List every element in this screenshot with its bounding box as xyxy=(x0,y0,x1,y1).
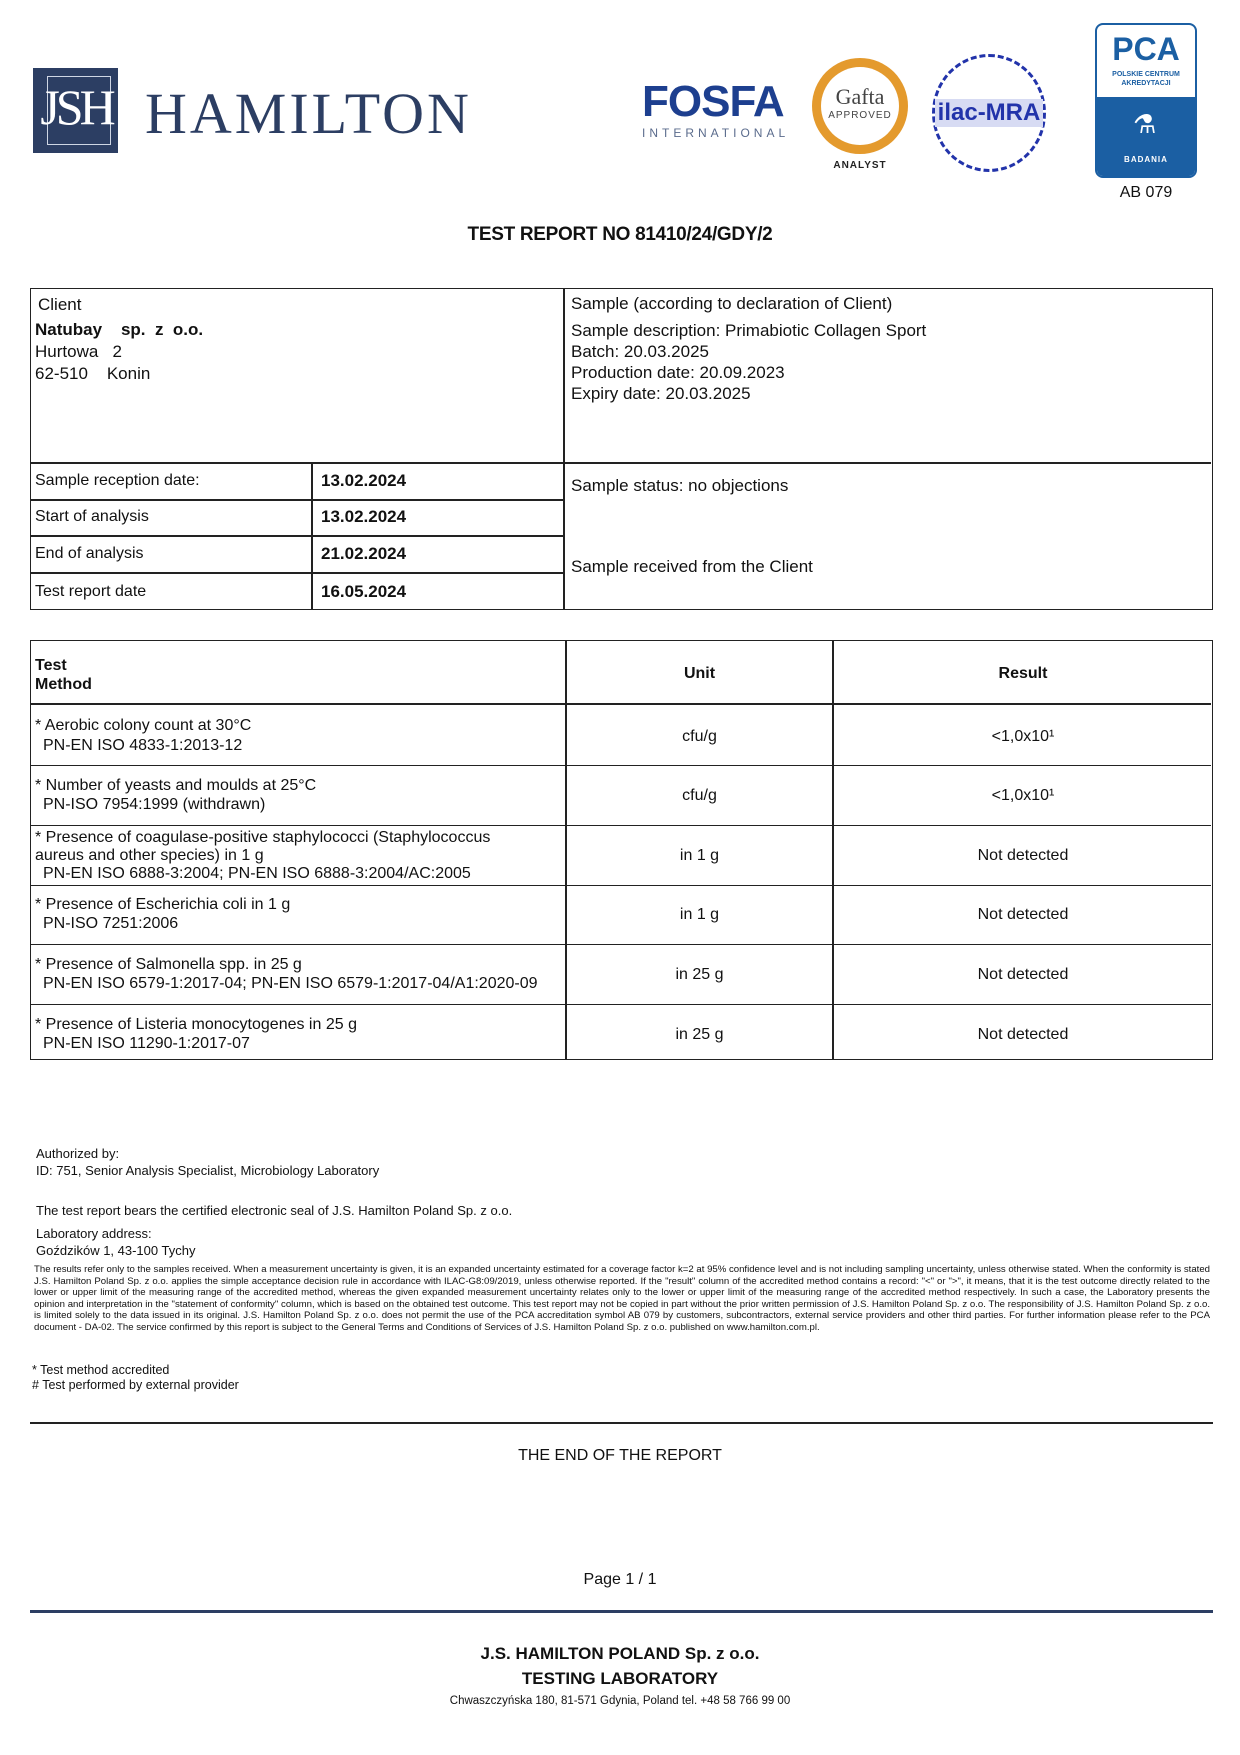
client-city: 62-510 Konin xyxy=(35,364,151,383)
ilac-logo-text: ilac-MRA xyxy=(935,99,1043,127)
fosfa-logo-text: FOSFA xyxy=(642,77,784,126)
sample-status: Sample status: no objections xyxy=(571,476,789,495)
header-test: Test xyxy=(35,657,67,674)
table-row-method: PN-EN ISO 4833-1:2013-12 xyxy=(43,737,243,754)
end-divider xyxy=(30,1422,1213,1424)
pca-logo-text: PCA xyxy=(1112,31,1180,67)
flask-icon: ⚗ xyxy=(1133,109,1157,139)
table-row-test: * Aerobic colony count at 30°C xyxy=(35,717,252,734)
gafta-logo-subtext: APPROVED xyxy=(828,110,892,121)
table-row-test-continued: aureus and other species) in 1 g xyxy=(35,847,264,864)
header-method: Method xyxy=(35,676,92,693)
electronic-seal-note: The test report bears the certified electronic seal of J.S. Hamilton Poland Sp. z o.o. xyxy=(36,1203,513,1218)
table-row-result: Not detected xyxy=(977,906,1069,923)
report-date-value: 16.05.2024 xyxy=(321,582,407,601)
pca-accreditation-logo xyxy=(1095,23,1197,178)
sample-heading: Sample (according to declaration of Client) xyxy=(571,294,893,313)
table-row-unit: cfu/g xyxy=(682,787,717,804)
table-row-unit: in 1 g xyxy=(679,847,720,864)
end-analysis-label: End of analysis xyxy=(35,545,144,562)
sample-reception-label: Sample reception date: xyxy=(35,472,200,489)
header-unit: Unit xyxy=(683,665,716,682)
note-accredited: * Test method accredited xyxy=(32,1363,170,1377)
table-row-method: PN-EN ISO 11290-1:2017-07 xyxy=(43,1035,250,1052)
table-row-result: Not detected xyxy=(977,1026,1069,1043)
header-result: Result xyxy=(998,665,1048,682)
pca-logo-subtext: POLSKIE CENTRUM AKREDYTACJI xyxy=(1112,71,1180,87)
table-row-method: PN-EN ISO 6888-3:2004; PN-EN ISO 6888-3:2004/AC:2005 xyxy=(43,865,471,882)
gafta-caption: ANALYST xyxy=(833,160,887,171)
table-row-result: Not detected xyxy=(977,847,1069,864)
lab-address-label: Laboratory address: xyxy=(36,1226,152,1241)
authorized-label: Authorized by: xyxy=(36,1146,120,1161)
pca-badge-text: BADANIA xyxy=(1124,155,1168,164)
end-analysis-date: 21.02.2024 xyxy=(321,544,407,563)
lab-name: TESTING LABORATORY xyxy=(521,1669,719,1688)
client-name: Natubay sp. z o.o. xyxy=(35,320,204,339)
client-sample-table xyxy=(30,288,1213,610)
sample-batch: Batch: 20.03.2025 xyxy=(571,342,710,361)
hamilton-logo-wordmark: HAMILTON xyxy=(145,81,472,146)
start-analysis-label: Start of analysis xyxy=(35,508,149,525)
gafta-logo xyxy=(812,58,908,154)
table-row-test: * Presence of coagulase-positive staphylococci (Staphylococcus xyxy=(35,829,491,846)
disclaimer-text: The results refer only to the samples received. When a measurement uncertainty is given, it is an expanded uncertainty estimated for a coverage factor k=2 at 95% confidence level and is not including sampling uncertainty, unless otherwise stated. When the conformity is stated J.S. Hamilton Poland Sp. z o.o. applies the simple acceptance decision rule in accordance with ILAC-G8:09/2019, unless otherwise reported. If the "result" column of the accredited method contains a record: "<" or ">", it means, that it is the test outcome directly related to the lower or upper limit of the measuring range of the accredited method, whereas the given expanded measurement uncertainty relates only to the lower or upper limit of the measuring range of the accredited method respectively. In such a case, the Laboratory presents the opinion and interpretation in the "statement of conformity" column, which is based on the obtained test outcome. This test report may not be copied in part without the prior written permission of J.S. Hamilton Poland Sp. z o.o. The responsibility of J.S. Hamilton Poland Sp. z o.o. is limited solely to the data issued in its original. J.S. Hamilton Poland Sp. z o.o. does not permit the use of the PCA accreditation symbol AB 079 by customers, subcontractors, external service providers and other third parties. For further information please refer to the PCA document - DA-02. The service confirmed by this report is subject to the General Terms and Conditions of Services of J.S. Hamilton Poland Sp. z o.o. published on www.hamilton.com.pl. xyxy=(34,1264,1210,1333)
table-row-unit: in 25 g xyxy=(675,1026,724,1043)
table-row-test: * Presence of Escherichia coli in 1 g xyxy=(35,896,291,913)
table-row-unit: in 25 g xyxy=(675,966,724,983)
lab-address: Goździków 1, 43-100 Tychy xyxy=(36,1243,196,1258)
client-heading: Client xyxy=(38,295,82,314)
fosfa-logo xyxy=(642,77,797,140)
page-number: Page 1 / 1 xyxy=(583,1571,657,1588)
pca-accreditation-code: AB 079 xyxy=(1119,184,1173,201)
footer-divider xyxy=(30,1610,1213,1613)
client-street: Hurtowa 2 xyxy=(35,342,122,361)
sample-reception-date: 13.02.2024 xyxy=(321,471,407,490)
table-row-unit: cfu/g xyxy=(682,728,717,745)
table-row-result: <1,0x10¹ xyxy=(991,787,1055,804)
table-row-test: * Presence of Listeria monocytogenes in 25 g xyxy=(35,1016,357,1033)
sample-expiry-date: Expiry date: 20.03.2025 xyxy=(571,384,751,403)
hamilton-logo-mark xyxy=(33,68,118,153)
note-external: # Test performed by external provider xyxy=(32,1378,239,1392)
table-row-test: * Presence of Salmonella spp. in 25 g xyxy=(35,956,302,973)
ilac-mra-logo xyxy=(932,54,1046,172)
table-row-test: * Number of yeasts and moulds at 25°C xyxy=(35,777,317,794)
sample-received: Sample received from the Client xyxy=(571,557,813,576)
sample-description: Sample description: Primabiotic Collagen Sport xyxy=(571,321,927,340)
sample-production-date: Production date: 20.09.2023 xyxy=(571,363,785,382)
report-date-label: Test report date xyxy=(35,583,147,600)
company-name: J.S. HAMILTON POLAND Sp. z o.o. xyxy=(480,1644,760,1663)
fosfa-logo-subtext: INTERNATIONAL xyxy=(642,126,790,140)
gafta-logo-text: Gafta xyxy=(835,84,885,109)
results-table xyxy=(30,640,1213,1060)
hamilton-monogram: JSH xyxy=(40,79,112,135)
table-row-result: <1,0x10¹ xyxy=(991,728,1055,745)
table-row-unit: in 1 g xyxy=(679,906,720,923)
start-analysis-date: 13.02.2024 xyxy=(321,507,407,526)
company-address: Chwaszczyńska 180, 81-571 Gdynia, Poland tel. +48 58 766 99 00 xyxy=(449,1695,791,1707)
end-of-report: THE END OF THE REPORT xyxy=(518,1447,722,1464)
table-row-method: PN-EN ISO 6579-1:2017-04; PN-EN ISO 6579-1:2017-04/A1:2020-09 xyxy=(43,975,538,992)
report-title: TEST REPORT NO 81410/24/GDY/2 xyxy=(467,224,773,245)
table-row-result: Not detected xyxy=(977,966,1069,983)
table-row-method: PN-ISO 7954:1999 (withdrawn) xyxy=(43,796,266,813)
authorized-id: ID: 751, Senior Analysis Specialist, Microbiology Laboratory xyxy=(36,1163,380,1178)
table-row-method: PN-ISO 7251:2006 xyxy=(43,915,179,932)
